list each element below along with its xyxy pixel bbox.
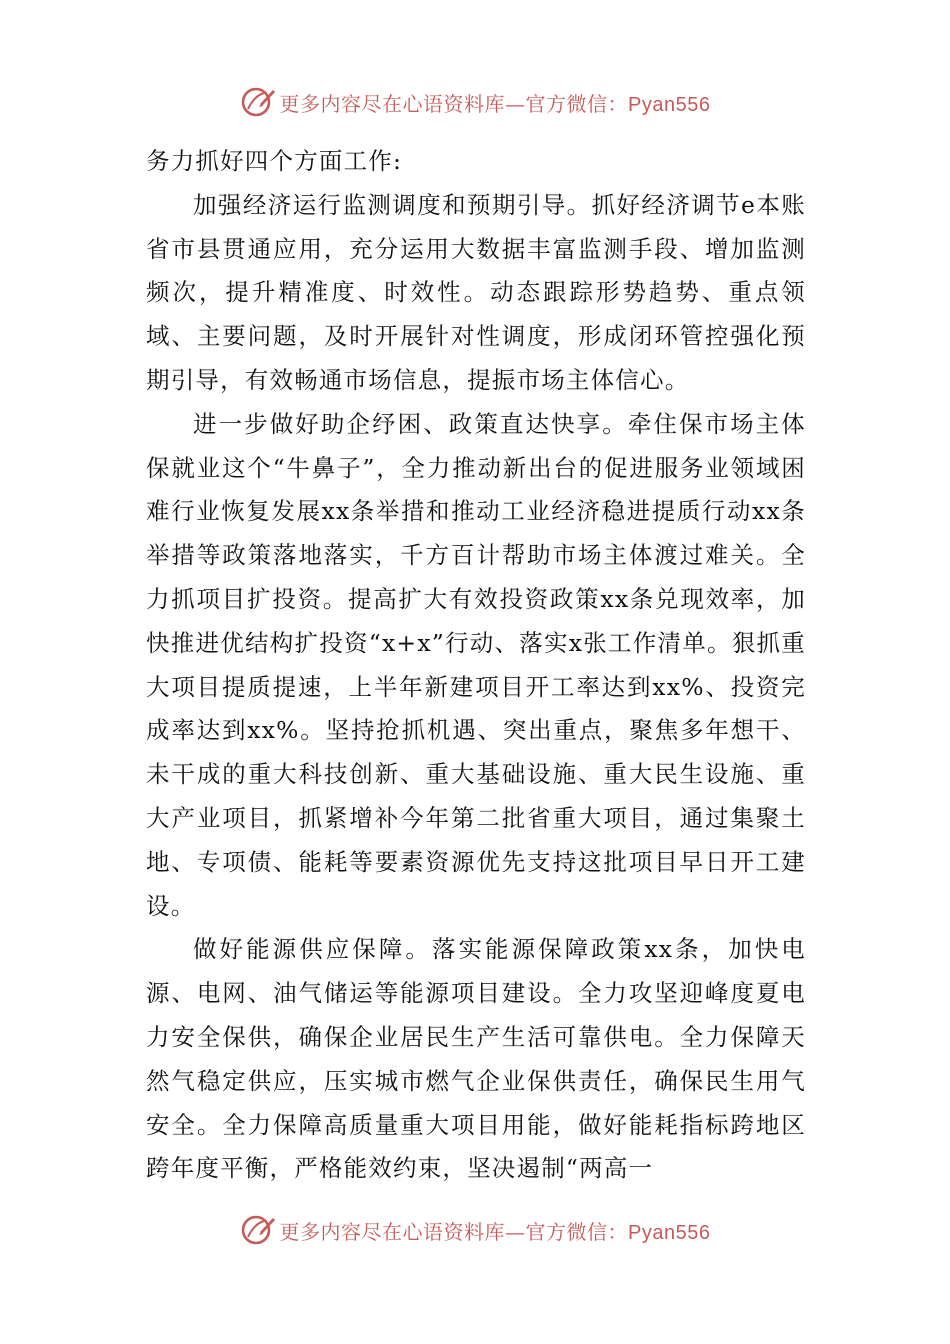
paragraph-monitoring: 加强经济运行监测调度和预期引导。抓好经济调节e本账省市县贯通应用，充分运用大数据丰富监测手段、增加监测频次，提升精准度、时效性。动态跟踪形势趋势、重点领域、主要问题，及时开展针对性调度，形成闭环管控强化预期引导，有效畅通市场信息，提振市场主体信心。 [146, 190, 806, 394]
paragraph-energy-supply: 做好能源供应保障。落实能源保障政策xx条，加快电源、电网、油气储运等能源项目建设。全力攻坚迎峰度夏电力安全保供，确保企业居民生产生活可靠供电。全力保障天然气稳定供应，压实城市燃气企业保供责任，确保民生用气安全。全力保障高质量重大项目用能，做好能耗指标跨地区跨年度平衡，严格能效约束，坚决遏制“两高一 [146, 935, 806, 1183]
header-watermark-banner [0, 82, 950, 122]
paragraph-enterprise-support: 进一步做好助企纾困、政策直达快享。牵住保市场主体保就业这个“牛鼻子”，全力推动新出台的促进服务业领域困难行业恢复发展xx条举措和推动工业经济稳进提质行动xx条举措等政策落地落实，千方百计帮助市场主体渡过难关。全力抓项目扩投资。提高扩大有效投资政策xx条兑现效率，加快推进优结构扩投资“x+x”行动、落实x张工作清单。狠抓重大项目提质提速，上半年新建项目开工率达到xx%、投资完成率达到xx%。坚持抢抓机遇、突出重点，聚焦多年想干、未干成的重大科技创新、重大基础设施、重大民生设施、重大产业项目，抓紧增补今年第二批省重大项目，通过集聚土地、专项债、能耗等要素资源优先支持这批项目早日开工建设。 [146, 409, 806, 920]
header-watermark-text: 更多内容尽在心语资料库—官方微信：Pyan556 [279, 91, 711, 116]
footer-watermark-banner [0, 1210, 950, 1250]
document-body [146, 140, 806, 1191]
pen-logo-icon [240, 1212, 276, 1248]
paragraph-lead: 务力抓好四个方面工作: [146, 147, 403, 175]
footer-watermark-text: 更多内容尽在心语资料库—官方微信：Pyan556 [279, 1219, 711, 1244]
pen-logo-icon [240, 84, 276, 120]
